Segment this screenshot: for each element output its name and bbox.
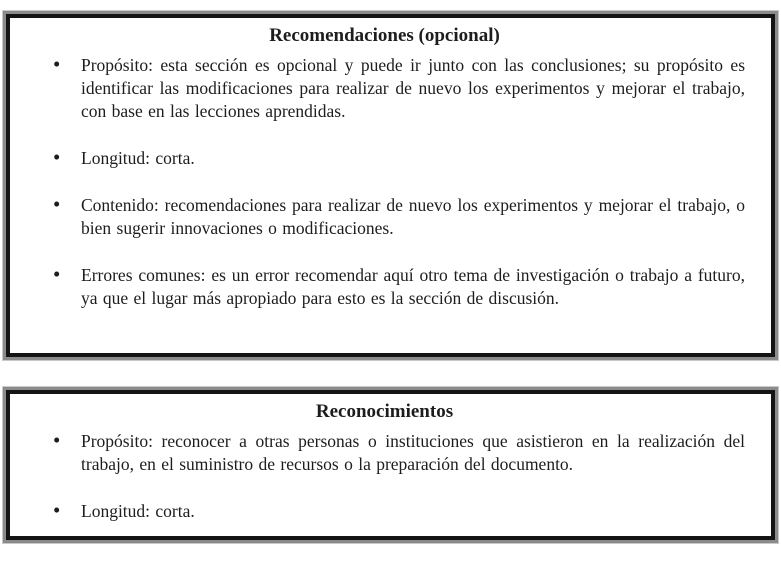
section-title-recomendaciones: Recomendaciones (opcional) — [269, 25, 500, 46]
bullet-item: • Longitud: corta. — [81, 500, 745, 523]
section-recomendaciones — [6, 14, 775, 357]
bullet-item: • Contenido: recomendaciones para realizar de nuevo los experimentos y mejorar el trabajo, o bien sugerir innovaciones o modificaciones. — [81, 194, 745, 240]
bullet-item: • Longitud: corta. — [81, 147, 745, 170]
bullet-list-recomendaciones — [24, 54, 745, 310]
section-title-reconocimientos: Reconocimientos — [315, 401, 454, 422]
bullet-item: • Propósito: esta sección es opcional y puede ir junto con las conclusiones; su propósito es identificar las modificaciones para realizar de nuevo los experimentos y mejorar el trabajo, con base en las lecciones aprendidas. — [81, 54, 745, 123]
section-reconocimientos — [6, 390, 775, 540]
bullet-item: • Propósito: reconocer a otras personas o instituciones que asistieron en la realización del trabajo, en el suministro de recursos o la preparación del documento. — [81, 430, 745, 476]
bullet-item: • Errores comunes: es un error recomendar aquí otro tema de investigación o trabajo a futuro, ya que el lugar más apropiado para esto es la sección de discusión. — [81, 264, 745, 310]
bullet-list-reconocimientos — [24, 430, 745, 523]
